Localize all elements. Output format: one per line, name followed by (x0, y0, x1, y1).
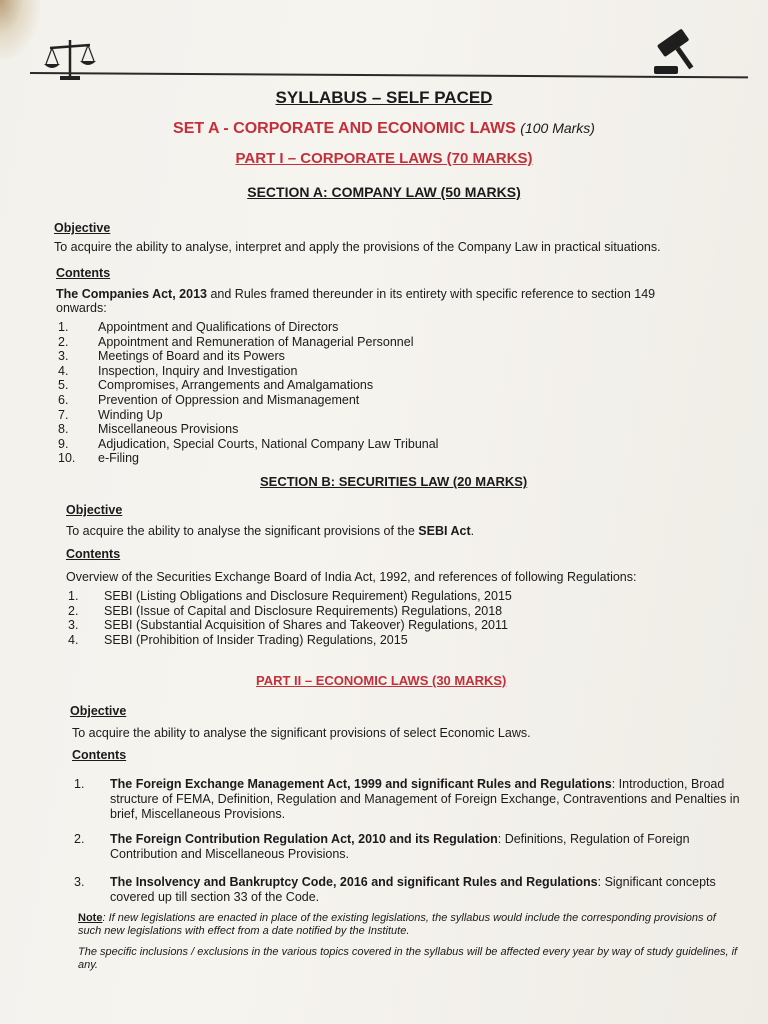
section-b-objective-end: . (470, 524, 475, 538)
list-item-number: 4. (68, 632, 79, 647)
list-item (58, 408, 438, 423)
gavel-icon (648, 26, 712, 78)
section-b-objective-main: To acquire the ability to analyse the significant provisions of the (66, 524, 419, 538)
section-a-contents-label: Contents (56, 266, 111, 280)
item-number: 2. (74, 832, 85, 846)
item-number: 1. (74, 777, 85, 791)
list-item-text: SEBI (Issue of Capital and Disclosure Requirements) Regulations, 2018 (104, 603, 503, 618)
list-item (58, 364, 438, 379)
section-a-objective-label: Objective (54, 221, 111, 235)
list-item-text: Winding Up (98, 407, 163, 422)
list-item (68, 618, 512, 633)
list-item-text: Appointment and Qualifications of Directors (98, 320, 339, 334)
item-title: The Foreign Contribution Regulation Act, 2010 and its Regulation (110, 832, 498, 846)
economic-law-item-1 (74, 777, 744, 822)
section-b-list (68, 589, 512, 647)
list-item-number: 2. (68, 603, 79, 618)
section-a-intro-rest: and Rules framed thereunder in its entirety with specific reference to section 149 (206, 287, 656, 301)
list-item (68, 604, 512, 619)
list-item-number: 1. (68, 589, 79, 603)
list-item-text: SEBI (Prohibition of Insider Trading) Regulations, 2015 (104, 632, 408, 647)
part1-title: PART I – CORPORATE LAWS (70 MARKS) (235, 150, 533, 167)
list-item-text: Miscellaneous Provisions (98, 422, 239, 437)
part2-contents-label: Contents (72, 748, 127, 762)
companies-act-name: The Companies Act, 2013 (56, 287, 207, 301)
list-item (68, 589, 512, 604)
part2-objective-text: To acquire the ability to analyse the significant provisions of select Economic Laws. (72, 726, 531, 740)
item-description: : Definitions, Regulation of Foreign Contribution and Miscellaneous Provisions. (110, 832, 690, 861)
list-item (58, 320, 438, 335)
note-paragraph (78, 912, 738, 938)
note-2-paragraph: The specific inclusions / exclusions in the various topics covered in the syllabus will be affected every year by way of study guidelines, if any. (78, 946, 738, 971)
list-item-text: Adjudication, Special Courts, National Company Law Tribunal (98, 436, 439, 451)
set-marks: (100 Marks) (520, 120, 595, 136)
list-item-text: SEBI (Substantial Acquisition of Shares and Takeover) Regulations, 2011 (104, 618, 508, 633)
list-item (58, 335, 438, 350)
list-item-text: e-Filing (98, 451, 139, 466)
item-number: 3. (74, 875, 85, 889)
item-description: : Introduction, Broad structure of FEMA, Definition, Regulation and Management of Foreign Exchange, Contraventions and Penalties in brief, Miscellaneous Provisions. (110, 777, 740, 821)
section-b-objective-text (66, 524, 474, 539)
economic-law-item-3 (74, 875, 744, 905)
sebi-act-name: SEBI Act (418, 524, 471, 538)
list-item-number: 1. (58, 320, 69, 334)
list-item-number: 8. (58, 422, 69, 437)
note-text: : If new legislations are enacted in place of the existing legislations, the syllabus would include the corresponding provisions of such new legislations with effect from a date notified by the Institute. (78, 912, 716, 937)
list-item-number: 3. (58, 349, 69, 364)
note-label: Note (78, 912, 103, 924)
item-description: : Significant concepts covered up till section 33 of the Code. (110, 875, 716, 904)
list-item-text: Appointment and Remuneration of Managerial Personnel (98, 334, 414, 349)
section-a-title: SECTION A: COMPANY LAW (50 MARKS) (247, 184, 521, 200)
list-item-number: 6. (58, 392, 69, 407)
list-item-number: 9. (58, 436, 69, 451)
part2-objective-label: Objective (70, 704, 127, 718)
list-item-text: SEBI (Listing Obligations and Disclosure Requirement) Regulations, 2015 (104, 589, 512, 603)
list-item (58, 451, 438, 466)
part2-title: PART II – ECONOMIC LAWS (30 MARKS) (256, 673, 507, 688)
list-item (58, 437, 438, 452)
list-item-number: 5. (58, 378, 69, 393)
list-item-text: Compromises, Arrangements and Amalgamations (98, 378, 374, 393)
page-title: SYLLABUS – SELF PACED (275, 88, 493, 107)
list-item (58, 422, 438, 437)
section-a-intro (56, 287, 655, 302)
economic-law-item-2 (74, 832, 744, 862)
list-item-number: 10. (58, 451, 76, 466)
list-item-number: 4. (58, 363, 69, 378)
list-item (58, 378, 438, 393)
list-item-number: 3. (68, 618, 79, 633)
list-item (58, 349, 438, 364)
section-b-intro: Overview of the Securities Exchange Board of India Act, 1992, and references of following Regulations: (66, 570, 637, 584)
list-item-text: Meetings of Board and its Powers (98, 349, 285, 364)
set-title-text: SET A - CORPORATE AND ECONOMIC LAWS (173, 120, 516, 137)
section-b-title: SECTION B: SECURITIES LAW (20 MARKS) (260, 474, 528, 489)
list-item-text: Prevention of Oppression and Mismanagement (98, 392, 360, 407)
list-item (58, 393, 438, 408)
scales-of-justice-icon (42, 36, 98, 86)
item-title: The Insolvency and Bankruptcy Code, 2016 and significant Rules and Regulations (110, 875, 598, 889)
list-item-number: 7. (58, 407, 69, 422)
section-a-intro-line2: onwards: (56, 301, 107, 315)
section-a-objective-text: To acquire the ability to analyse, interpret and apply the provisions of the Company Law in practical situations. (54, 240, 661, 254)
list-item (68, 633, 512, 648)
page-corner-shadow (0, 0, 40, 60)
section-a-list (58, 320, 438, 466)
list-item-text: Inspection, Inquiry and Investigation (98, 363, 298, 378)
list-item-number: 2. (58, 334, 69, 349)
set-title (0, 120, 768, 138)
item-title: The Foreign Exchange Management Act, 1999 and significant Rules and Regulations (110, 777, 612, 791)
header-rule (30, 72, 748, 78)
section-b-objective-label: Objective (66, 503, 123, 517)
section-b-contents-label: Contents (66, 547, 121, 561)
